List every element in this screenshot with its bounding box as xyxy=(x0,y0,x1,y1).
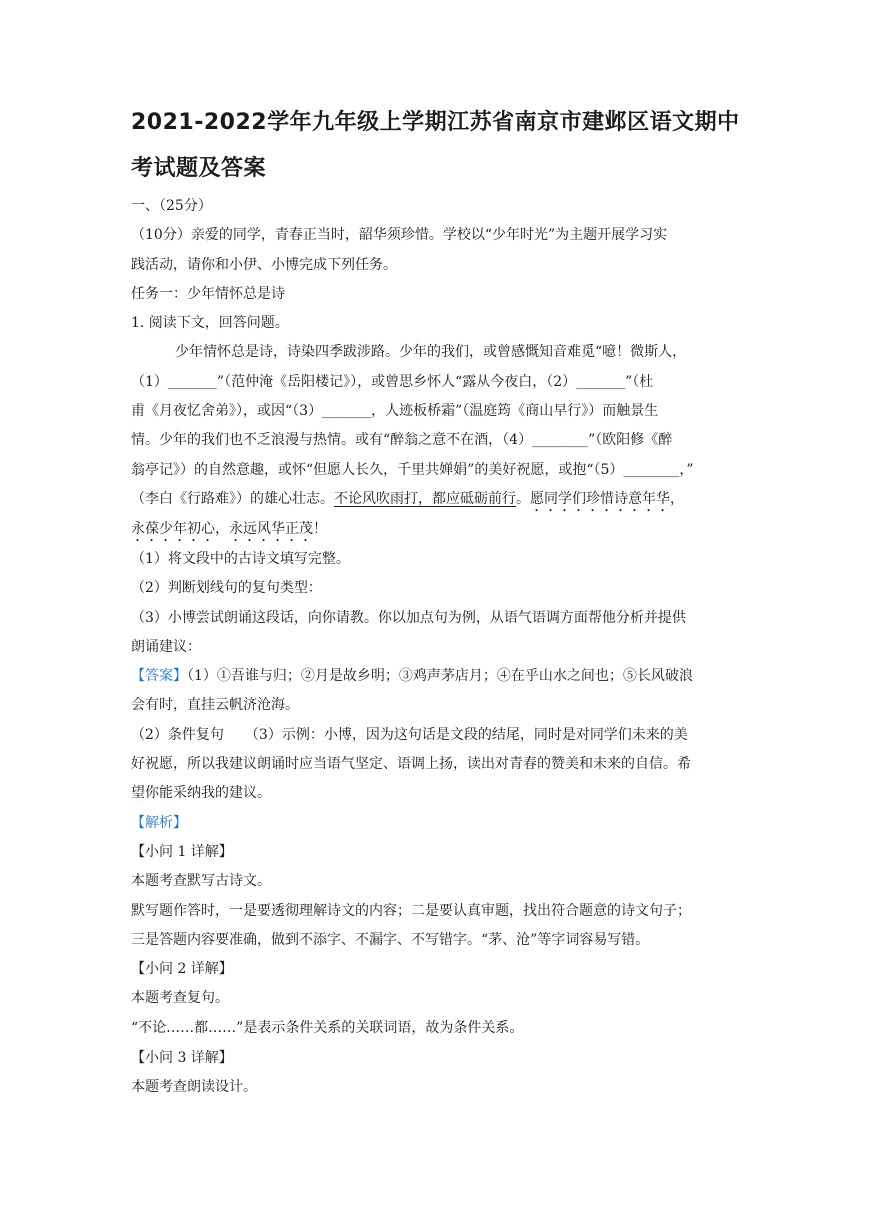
detail-2-text: 本题考查复句 xyxy=(131,990,215,1007)
answer-line-4: 好祝愿，所以我建议朗诵时应当语气坚定、语调上扬，读出对青春的赞美和未来的自信。希 xyxy=(131,756,691,773)
detail-1-line-1: 本题考查默写古诗文。 xyxy=(131,873,271,890)
subquestion-1-detail-heading: 【小问 1 详解】 xyxy=(131,843,233,860)
passage-line-6 xyxy=(131,485,741,515)
document-title xyxy=(131,100,741,192)
underlined-sentence: 不论风吹雨打，都应砥砺前行 xyxy=(334,490,516,507)
detail-2-dotted-period: 。 xyxy=(215,990,229,1007)
subquestion-2-detail-heading: 【小问 2 详解】 xyxy=(131,961,233,978)
passage-line-6-period: 。 xyxy=(516,490,530,507)
detail-2-line-1 xyxy=(131,984,741,1014)
passage-line-7 xyxy=(131,515,741,545)
answer-tag: 【答案】 xyxy=(131,668,187,685)
analysis-tag: 【解析】 xyxy=(131,814,187,831)
subquestion-3-line-2: 朗诵建议： xyxy=(131,638,201,655)
answer-line-5: 望你能采纳我的建议。 xyxy=(131,785,271,802)
detail-1-line-2: 默写题作答时，一是要透彻理解诗文的内容；二是要认真审题，找出符合题意的诗文句子； xyxy=(131,902,691,919)
question-1: 1. 阅读下文，回答问题。 xyxy=(131,315,289,332)
detail-1-line-3: 三是答题内容要准确，做到不添字、不漏字、不写错字。“茅、沧”等字词容易写错。 xyxy=(131,931,650,948)
passage-line-6-start: （李白《行路难》）的雄心壮志。 xyxy=(131,490,334,507)
subquestion-2: （2）判断划线句的复句类型： xyxy=(131,580,322,597)
subquestion-3-line-1: （3）小博尝试朗诵这段话，向你请教。你以加点句为例，从语气语调方面帮他分析并提供 xyxy=(131,609,686,626)
subquestion-1: （1）将文段中的古诗文填写完整。 xyxy=(131,550,350,567)
passage-line-2: （1）_______”（范仲淹《岳阳楼记》），或曾思乡怀人“露从今夜白，（2）_______”（杜 xyxy=(131,373,654,390)
passage-line-5: 翁亭记》）的自然意趣，或怀“但愿人长久，千里共婵娟”的美好祝愿，或抱“（5）________，” xyxy=(131,461,694,478)
answer-line-3: （2）条件复句 （3）示例：小博，因为这句话是文段的结尾，同时是对同学们未来的美 xyxy=(131,726,688,743)
subquestion-3-detail-heading: 【小问 3 详解】 xyxy=(131,1049,233,1066)
passage-line-1: 少年情怀总是诗，诗染四季跋涉路。少年的我们，或曾感慨知音难觅“噫！微斯人， xyxy=(175,344,687,361)
intro-line-1: （10分）亲爱的同学，青春正当时，韶华须珍惜。学校以“少年时光”为主题开展学习实 xyxy=(131,227,668,244)
task-heading: 任务一：少年情怀总是诗 xyxy=(131,285,285,302)
answer-line-2: 会有时，直挂云帆济沧海。 xyxy=(131,697,299,714)
detail-3-line-1: 本题考查朗读设计。 xyxy=(131,1079,257,1096)
passage-line-4: 情。少年的我们也不乏浪漫与热情。或有“醉翁之意不在酒，（4）________”（欧阳修《醉 xyxy=(131,432,673,449)
section-heading: 一、（25分） xyxy=(131,198,212,214)
title-line-2: 考试题及答案 xyxy=(131,156,267,181)
title-line-1: 2021-2022学年九年级上学期江苏省南京市建邺区语文期中 xyxy=(131,110,740,135)
answer-1-text: （1）①吾谁与归；②月是故乡明；③鸡声茅店月；④在乎山水之间也；⑤长风破浪 xyxy=(187,668,693,685)
dotted-sentence-part-1: 愿同学们珍惜诗意年华， xyxy=(530,490,684,507)
intro-line-2: 践活动，请你和小伊、小博完成下列任务。 xyxy=(131,256,397,273)
answer-line-1 xyxy=(131,662,741,691)
dotted-sentence-part-2: 永葆少年初心，永远风华正茂！ xyxy=(131,520,327,537)
document-page xyxy=(131,100,741,1102)
passage-line-3: 甫《月夜忆舍弟》），或因“（3）_______，人迹板桥霜”（温庭筠《商山早行》）而触景生 xyxy=(131,403,659,420)
detail-2-line-2: “不论……都……”是表示条件关系的关联词语，故为条件关系。 xyxy=(131,1020,524,1037)
